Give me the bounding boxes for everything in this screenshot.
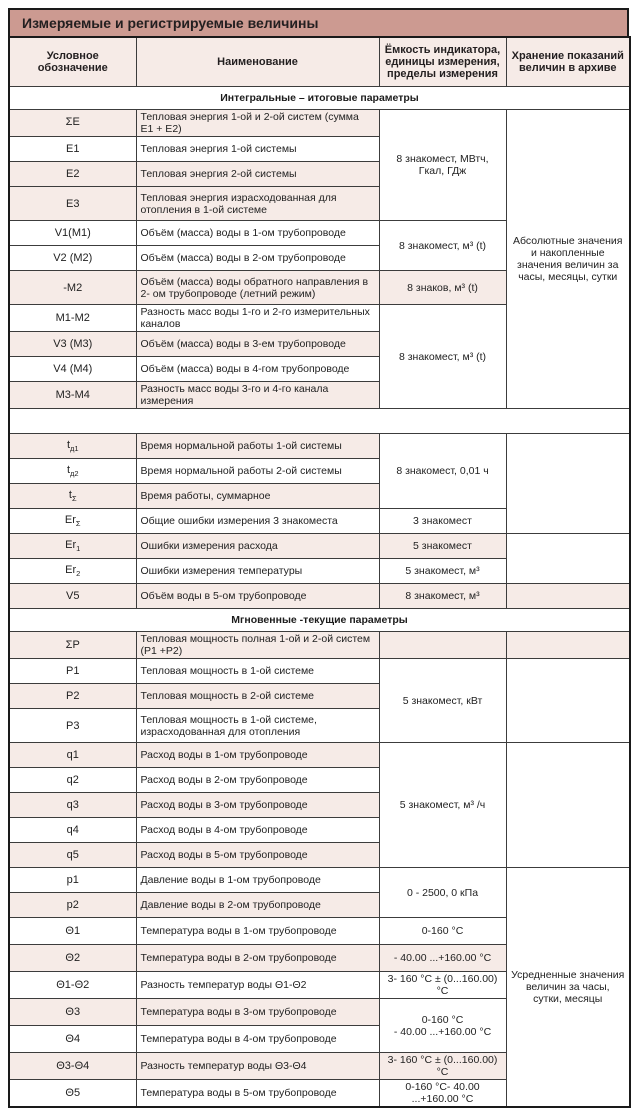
symbol-cell: E3	[9, 187, 136, 221]
name-cell: Объём (масса) воды в 2-ом трубопроводе	[136, 246, 379, 271]
archive-cell: Абсолютные значения и накопленные значения величин за часы, месяцы, сутки	[506, 110, 630, 409]
symbol-cell: P1	[9, 659, 136, 684]
archive-cell: Усредненные значения величин за часы, сутки, месяцы	[506, 868, 630, 1108]
archive-cell	[506, 743, 630, 868]
symbol-cell: Θ3-Θ4	[9, 1053, 136, 1080]
table-row	[9, 868, 630, 893]
symbol-cell: q5	[9, 843, 136, 868]
name-cell: Температура воды в 2-ом трубопроводе	[136, 945, 379, 972]
name-cell: Тепловая энергия израсходованная для отопления в 1-ой системе	[136, 187, 379, 221]
table-row	[9, 434, 630, 459]
capacity-cell: 8 знаков, м³ (t)	[379, 271, 506, 305]
archive-cell	[506, 534, 630, 584]
symbol-cell: Θ1	[9, 918, 136, 945]
symbol-cell: $t_\Sigma$	[9, 484, 136, 509]
name-cell: Тепловая мощность в 2-ой системе	[136, 684, 379, 709]
name-cell: Температура воды в 5-ом трубопроводе	[136, 1080, 379, 1108]
symbol-cell: q3	[9, 793, 136, 818]
symbol-cell: V2 (M2)	[9, 246, 136, 271]
symbol-cell: V5	[9, 584, 136, 609]
symbol-cell: V1(M1)	[9, 221, 136, 246]
capacity-cell: 3 знакомест	[379, 509, 506, 534]
capacity-line-2: - 40.00 ...+160.00 °C	[393, 1025, 492, 1038]
symbol-cell: M1-M2	[9, 305, 136, 332]
name-cell: Расход воды в 2-ом трубопроводе	[136, 768, 379, 793]
symbol-cell: p2	[9, 893, 136, 918]
name-cell: Давление воды в 2-ом трубопроводе	[136, 893, 379, 918]
capacity-cell: 0-160 °C	[379, 918, 506, 945]
symbol-cell: q4	[9, 818, 136, 843]
name-cell: Тепловая мощность полная 1-ой и 2-ой систем (P1 +P2)	[136, 632, 379, 659]
capacity-cell: 0 - 2500, 0 кПа	[379, 868, 506, 918]
symbol-cell: Θ1-Θ2	[9, 972, 136, 999]
spacer-row	[9, 409, 630, 434]
capacity-cell: 8 знакомест, м³ (t)	[379, 221, 506, 271]
name-cell: Ошибки измерения расхода	[136, 534, 379, 559]
name-cell: Разность температур воды Θ1-Θ2	[136, 972, 379, 999]
name-cell: Время нормальной работы 2-ой системы	[136, 459, 379, 484]
name-cell: Расход воды в 5-ом трубопроводе	[136, 843, 379, 868]
page-title: Измеряемые и регистрируемые величины	[8, 8, 629, 38]
name-cell: Время работы, суммарное	[136, 484, 379, 509]
capacity-cell: 5 знакомест, м³	[379, 559, 506, 584]
column-header-row	[9, 37, 630, 87]
capacity-cell: - 40.00 ...+160.00 °C	[379, 945, 506, 972]
symbol-cell: Θ5	[9, 1080, 136, 1108]
symbol-cell: P3	[9, 709, 136, 743]
name-cell: Разность масс воды 3-го и 4-го канала измерения	[136, 382, 379, 409]
symbol-cell: $Er_1$	[9, 534, 136, 559]
symbol-cell: V4 (M4)	[9, 357, 136, 382]
name-cell: Объём воды в 5-ом трубопроводе	[136, 584, 379, 609]
name-cell: Время нормальной работы 1-ой системы	[136, 434, 379, 459]
name-cell: Давление воды в 1-ом трубопроводе	[136, 868, 379, 893]
section-header-row	[9, 609, 630, 632]
name-cell: Тепловая энергия 2-ой системы	[136, 162, 379, 187]
capacity-cell	[379, 632, 506, 659]
symbol-cell: $t_{д2}$	[9, 459, 136, 484]
capacity-cell: 3- 160 °C ± (0...160.00) °C	[379, 972, 506, 999]
capacity-cell: 8 знакомест, МВтч, Гкал, ГДж	[379, 110, 506, 221]
symbol-cell: M3-M4	[9, 382, 136, 409]
spacer-cell	[9, 409, 630, 434]
column-header-symbol: Условное обозначение	[9, 37, 136, 87]
archive-cell	[506, 659, 630, 743]
name-cell: Тепловая энергия 1-ой системы	[136, 137, 379, 162]
symbol-cell: p1	[9, 868, 136, 893]
table-row	[9, 534, 630, 559]
name-cell: Разность масс воды 1-го и 2-го измерительных каналов	[136, 305, 379, 332]
symbol-cell: -M2	[9, 271, 136, 305]
name-cell: Тепловая мощность в 1-ой системе, израсходованная для отопления	[136, 709, 379, 743]
symbol-cell: $t_{д1}$	[9, 434, 136, 459]
name-cell: Объём (масса) воды обратного направления в 2- ом трубопроводе (летний режим)	[136, 271, 379, 305]
column-header-archive: Хранение показаний величин в архиве	[506, 37, 630, 87]
table-row	[9, 743, 630, 768]
symbol-cell: ΣE	[9, 110, 136, 137]
capacity-line-1: 0-160 °C	[421, 1013, 464, 1026]
name-cell: Тепловая энергия 1-ой и 2-ой систем (сумма E1 + E2)	[136, 110, 379, 137]
capacity-cell: 5 знакомест	[379, 534, 506, 559]
section-header-integral: Интегральные – итоговые параметры	[9, 87, 630, 110]
name-cell: Объём (масса) воды в 1-ом трубопроводе	[136, 221, 379, 246]
name-cell: Разность температур воды Θ3-Θ4	[136, 1053, 379, 1080]
capacity-cell: 3- 160 °C ± (0...160.00) °C	[379, 1053, 506, 1080]
symbol-cell: P2	[9, 684, 136, 709]
section-header-row	[9, 87, 630, 110]
measured-values-table	[8, 36, 631, 1108]
name-cell: Расход воды в 4-ом трубопроводе	[136, 818, 379, 843]
name-cell: Тепловая мощность в 1-ой системе	[136, 659, 379, 684]
symbol-cell: V3 (M3)	[9, 332, 136, 357]
archive-cell	[506, 584, 630, 609]
capacity-cell: 0-160 °C- 40.00 ...+160.00 °C	[379, 1080, 506, 1108]
name-cell: Общие ошибки измерения 3 знакоместа	[136, 509, 379, 534]
capacity-cell: 5 знакомест, кВт	[379, 659, 506, 743]
name-cell: Температура воды в 1-ом трубопроводе	[136, 918, 379, 945]
capacity-cell: 8 знакомест, 0,01 ч	[379, 434, 506, 509]
table-row	[9, 110, 630, 137]
symbol-cell: Θ3	[9, 999, 136, 1026]
symbol-cell: Θ4	[9, 1026, 136, 1053]
symbol-cell: E2	[9, 162, 136, 187]
name-cell: Температура воды в 4-ом трубопроводе	[136, 1026, 379, 1053]
archive-cell	[506, 632, 630, 659]
symbol-cell: q1	[9, 743, 136, 768]
name-cell: Объём (масса) воды в 4-гом трубопроводе	[136, 357, 379, 382]
name-cell: Температура воды в 3-ом трубопроводе	[136, 999, 379, 1026]
section-header-instant: Мгновенные -текущие параметры	[9, 609, 630, 632]
table-row	[9, 584, 630, 609]
capacity-cell: 5 знакомест, м³ /ч	[379, 743, 506, 868]
column-header-capacity: Ёмкость индикатора, единицы измерения, пределы измерения	[379, 37, 506, 87]
table-row	[9, 632, 630, 659]
symbol-cell: q2	[9, 768, 136, 793]
table-row	[9, 659, 630, 684]
name-cell: Расход воды в 1-ом трубопроводе	[136, 743, 379, 768]
symbol-cell: E1	[9, 137, 136, 162]
capacity-cell: 8 знакомест, м³ (t)	[379, 305, 506, 409]
name-cell: Объём (масса) воды в 3-ем трубопроводе	[136, 332, 379, 357]
column-header-name: Наименование	[136, 37, 379, 87]
symbol-cell: $Er_\Sigma$	[9, 509, 136, 534]
archive-cell	[506, 434, 630, 534]
symbol-cell: Θ2	[9, 945, 136, 972]
name-cell: Расход воды в 3-ом трубопроводе	[136, 793, 379, 818]
capacity-cell	[379, 999, 506, 1053]
name-cell: Ошибки измерения температуры	[136, 559, 379, 584]
capacity-cell: 8 знакомест, м³	[379, 584, 506, 609]
symbol-cell: $Er_2$	[9, 559, 136, 584]
symbol-cell: ΣP	[9, 632, 136, 659]
